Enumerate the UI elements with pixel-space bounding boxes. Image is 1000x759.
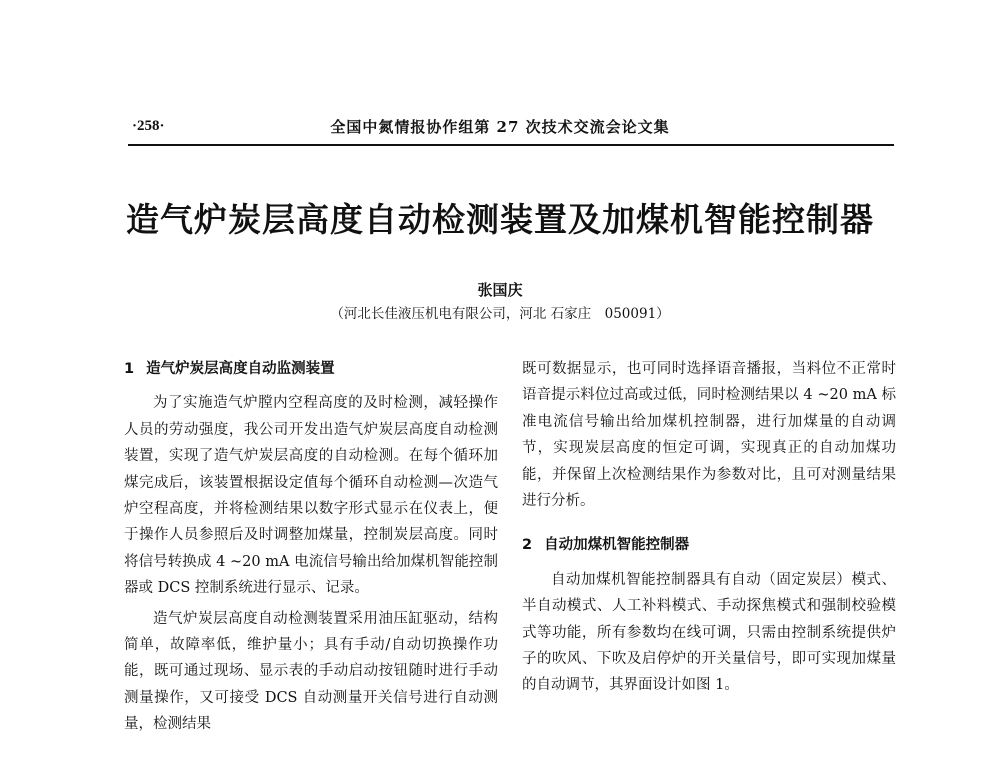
section-1-heading: [124, 356, 498, 382]
section-2-number: 2: [522, 537, 533, 554]
author-name: 张国庆: [477, 281, 523, 299]
running-header-title: 全国中氮情报协作组第 27 次技术交流会论文集: [330, 118, 670, 136]
left-column: [124, 356, 498, 742]
section-2-title: 自动加煤机智能控制器: [544, 537, 690, 554]
section-2-heading: [522, 532, 896, 558]
right-column: [522, 356, 896, 703]
paper-title: 造气炉炭层高度自动检测装置及加煤机智能控制器: [126, 200, 874, 239]
section-1-paragraph-1: 为了实施造气炉膛内空程高度的及时检测，减轻操作人员的劳动强度，我公司开发出造气炉炭层高度自动检测装置，实现了造气炉炭层高度的自动检测。在每个循环加煤完成后，该装置根据设定值每个循环自动检测—次造气炉空程高度，并将检测结果以数字形式显示在仪表上，便于操作人员参照后及时调整加煤量，控制炭层高度。同时将信号转换成 4 ~20 mA 电流信号输出给加煤机智能控制器或 DCS 控制系统进行显示、记录。: [124, 395, 498, 597]
author-affiliation: （河北长佳液压机电有限公司，河北 石家庄 050091）: [330, 306, 670, 322]
section-1-paragraph-2-continued: 既可数据显示，也可同时选择语音播报，当料位不正常时语音提示料位过高或过低，同时检测结果以 4 ~20 mA 标准电流信号输出给加煤机控制器，进行加煤量的自动调节，实现炭层高度的恒定可调，实现真正的自动加煤功能，并保留上次检测结果作为参数对比，且可对测量结果进行分析。: [522, 361, 896, 510]
section-1-paragraph-2: 造气炉炭层高度自动检测装置采用油压缸驱动，结构简单，故障率低，维护量小；具有手动/自动切换操作功能，既可通过现场、显示表的手动启动按钮随时进行手动测量操作，又可接受 DCS 自动测量开关信号进行自动测量，检测结果: [124, 610, 498, 733]
section-1-number: 1: [124, 361, 135, 377]
page-number: ·258·: [132, 118, 165, 134]
header-rule: [128, 144, 894, 146]
section-2-paragraph-1: 自动加煤机智能控制器具有自动（固定炭层）模式、半自动模式、人工补料模式、手动探焦模式和强制校验模式等功能，所有参数均在线可调，只需由控制系统提供炉子的吹风、下吹及启停炉的开关量信号，即可实现加煤量的自动调节，其界面设计如图 1。: [522, 571, 896, 694]
section-1-title: 造气炉炭层高度自动监测装置: [146, 361, 335, 377]
